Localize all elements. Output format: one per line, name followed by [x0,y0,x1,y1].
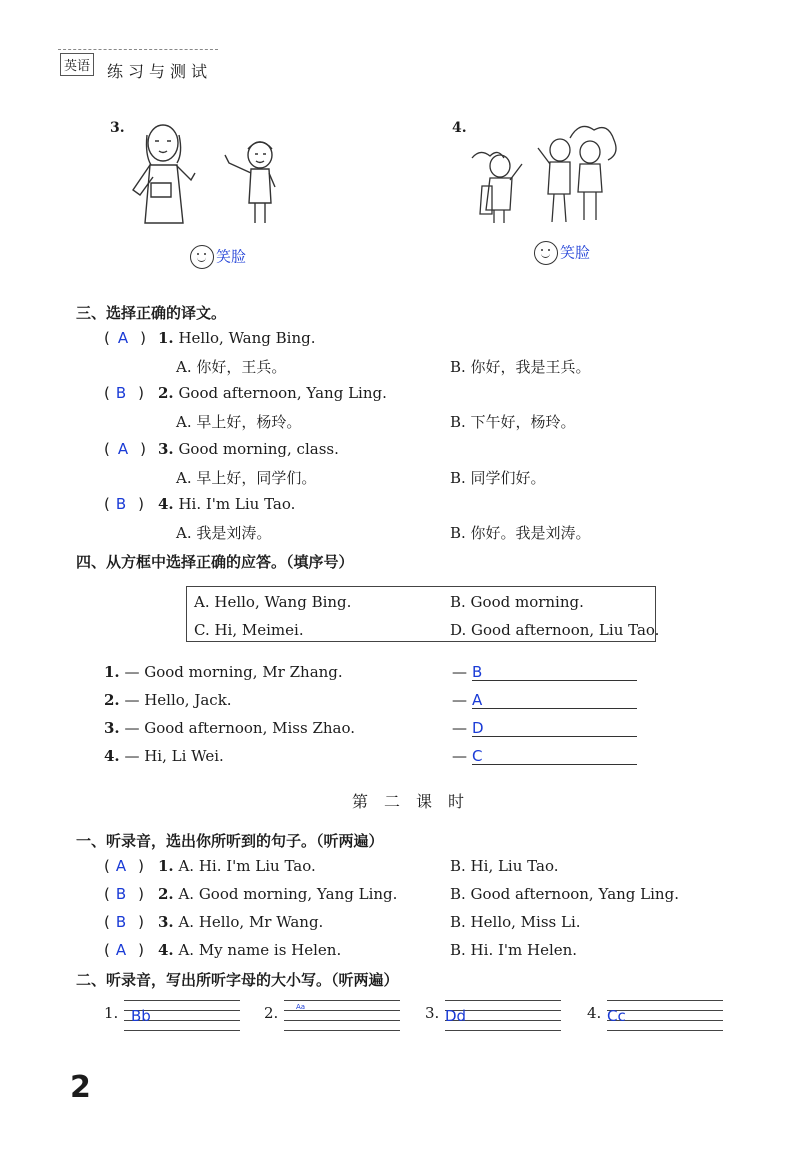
question-item [158,495,295,513]
question-number: 3. [158,440,174,458]
picture-4-illustration [470,118,625,228]
listen-item [158,857,316,875]
picture-3-illustration [125,115,290,230]
question-number: 4. [158,941,174,959]
answer-paren: ( A ) [104,857,144,875]
option-a: A. 你好，王兵。 [176,358,287,376]
listen-1-title: 一、听录音，选出你所听到的句子。（听两遍） [76,832,384,850]
box-option-c: C. Hi, Meimei. [194,621,304,639]
dialogue-item [104,719,355,737]
subject-tag: 英语 [60,53,94,76]
option-a: A. My name is Helen. [178,941,342,959]
dialogue-item [104,691,232,709]
dialogue-dash: — [452,691,467,709]
dialogue-number: 4. [104,747,120,765]
listen-item [158,941,341,959]
dialogue-number: 3. [104,719,120,737]
dialogue-number: 2. [104,691,120,709]
letter-number: 3. [425,1004,440,1022]
section-4-title: 四、从方框中选择正确的应答。（填序号） [76,553,354,571]
option-b: B. Good afternoon, Yang Ling. [450,885,679,903]
picture-3-number: 3. [110,120,125,136]
letter-writing-lines[interactable] [607,1000,723,1034]
answer-field[interactable]: A [115,857,127,875]
picture-4-answer-text: 笑脸 [560,243,591,262]
dialogue-dash: — [452,747,467,765]
letter-answer: Bb [131,1007,151,1025]
option-b: B. Hi. I'm Helen. [450,941,578,959]
dialogue-dash: — [452,663,467,681]
option-b: B. 你好，我是王兵。 [450,358,591,376]
option-b: B. Hello, Miss Li. [450,913,581,931]
dialogue-text: — Good afternoon, Miss Zhao. [124,719,356,737]
box-option-b: B. Good morning. [450,593,584,611]
smiley-face-icon [534,241,558,265]
book-title: 练习与测试 [107,62,213,81]
letter-writing-lines[interactable] [124,1000,240,1034]
picture-3-answer-text: 笑脸 [216,247,247,266]
answer-field[interactable]: B [115,885,127,903]
answer-paren: ( A ) [104,329,146,347]
dialogue-dash: — [452,719,467,737]
letter-number: 2. [264,1004,279,1022]
answer-blank[interactable] [472,662,637,681]
answer-paren: ( B ) [104,913,145,931]
option-b: B. 同学们好。 [450,469,546,487]
page-number: 2 [70,1070,91,1105]
answer-field[interactable]: A [117,329,129,347]
listen-item [158,885,397,903]
question-number: 4. [158,495,174,513]
question-item [158,384,387,402]
listen-item [158,913,323,931]
dialogue-text: — Hi, Li Wei. [124,747,224,765]
question-text: Good morning, class. [178,440,339,458]
answer-blank[interactable] [472,690,637,709]
answer-field[interactable]: A [115,941,127,959]
listen-2-title: 二、听录音，写出所听字母的大小写。（听两遍） [76,971,399,989]
answer-paren: ( B ) [104,384,145,402]
answer-field[interactable]: B [115,913,127,931]
answer-paren: ( B ) [104,885,145,903]
box-option-a: A. Hello, Wang Bing. [194,593,352,611]
letter-writing-lines[interactable] [445,1000,561,1034]
dialogue-text: — Hello, Jack. [124,691,232,709]
question-number: 2. [158,384,174,402]
option-b: B. 下午好，杨玲。 [450,413,576,431]
box-option-d: D. Good afternoon, Liu Tao. [450,621,660,639]
question-item [158,440,339,458]
letter-answer: Aa [296,1003,306,1011]
question-number: 2. [158,885,174,903]
answer-field[interactable]: A [117,440,129,458]
dialogue-item [104,663,343,681]
question-text: Good afternoon, Yang Ling. [178,384,387,402]
section-3-title: 三、选择正确的译文。 [76,304,227,322]
answer-text: D [472,719,484,737]
picture-3-answer [190,245,246,269]
dialogue-text: — Good morning, Mr Zhang. [124,663,343,681]
question-number: 3. [158,913,174,931]
option-a: A. Hi. I'm Liu Tao. [178,857,316,875]
letter-answer: Dd [445,1007,467,1025]
smiley-face-icon [190,245,214,269]
answer-paren: ( B ) [104,495,145,513]
question-number: 1. [158,857,174,875]
letter-number: 4. [587,1004,602,1022]
answer-text: B [472,663,483,681]
question-text: Hello, Wang Bing. [178,329,316,347]
option-b: B. 你好。我是刘涛。 [450,524,591,542]
dialogue-number: 1. [104,663,120,681]
letter-answer: Cc [607,1007,626,1025]
answer-blank[interactable] [472,718,637,737]
answer-field[interactable]: B [115,495,127,513]
option-a: A. Hello, Mr Wang. [178,913,324,931]
option-a: A. 早上好，杨玲。 [176,413,302,431]
picture-4-answer [534,241,590,265]
option-a: A. Good morning, Yang Ling. [178,885,398,903]
lesson-title: 第二课时 [352,792,481,811]
answer-blank[interactable] [472,746,637,765]
answer-paren: ( A ) [104,440,146,458]
answer-text: A [472,691,483,709]
picture-4-number: 4. [452,120,467,136]
letter-number: 1. [104,1004,119,1022]
answer-field[interactable]: B [115,384,127,402]
question-item [158,329,316,347]
answer-paren: ( A ) [104,941,144,959]
option-b: B. Hi, Liu Tao. [450,857,559,875]
question-text: Hi. I'm Liu Tao. [178,495,296,513]
answer-text: C [472,747,483,765]
option-a: A. 我是刘涛。 [176,524,272,542]
question-number: 1. [158,329,174,347]
letter-writing-lines[interactable] [284,1000,400,1034]
option-a: A. 早上好，同学们。 [176,469,317,487]
dialogue-item [104,747,224,765]
